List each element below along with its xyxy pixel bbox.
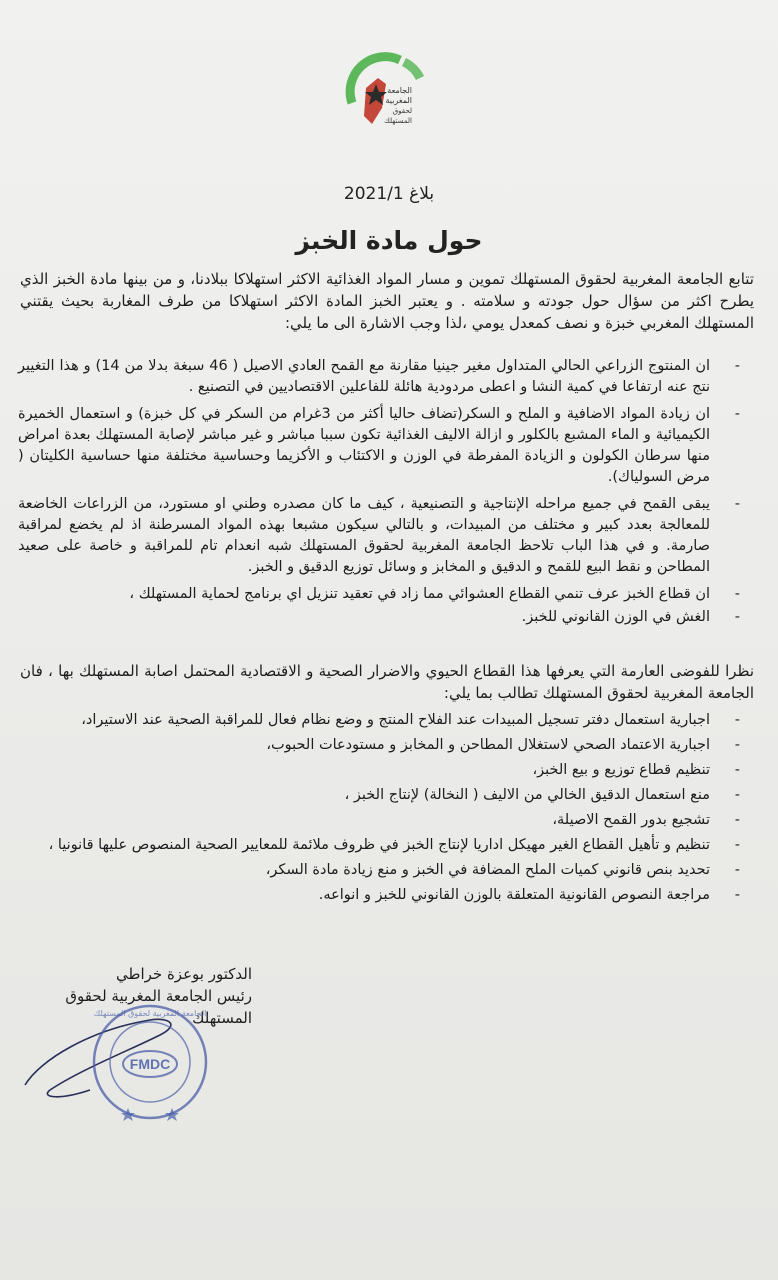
list-item: - تحديد بنص قانوني كميات الملح المضافة في الخبز و منع زيادة مادة السكر، <box>18 860 748 881</box>
demands-intro-paragraph: نظرا للفوضى العارمة التي يعرفها هذا القطاع الحيوي والاضرار الصحية و الاقتصادية المحتمل اصابة المستهلك بها ، فان الجامعة المغربية لحقوق المستهلك تطالب بما يلي: <box>20 662 754 702</box>
communique-reference: بلاغ 2021/1 <box>343 184 435 204</box>
intro-paragraph: تتابع الجامعة المغربية لحقوق المستهلك تموين و مسار المواد الغذائية الاكثر استهلاكا ببلادنا، و من بينها مادة الخبز الذي يطرح اكثر من سؤال حول جودته و سلامته . و يعتبر الخبز المادة الاكثر استهلاكا من طرف المغاربة بحيث يقتني المستهلك المغربي خبزة و نصف كمعدل يومي ،لذا وجب الاشارة الى ما يلي: <box>20 270 754 332</box>
svg-text:الجامعة المغربية لحقوق المستهل: الجامعة المغربية لحقوق المستهلك <box>93 1009 207 1018</box>
list-item: - ان زيادة المواد الاضافية و الملح و السكر(تضاف حاليا أكثر من 3غرام من السكر في كل خبزة) و استعمال الخميرة الكيميائية و الماء المشبع بالكلور و ازالة الاليف الغذائية تكون سببا مباشر و غير مباشر لإصابة المستهلك بعدة امراض منها سرطان الكولون و الزيادة المفرطة في الوزن و الاكتئاب و الأكزيما وحساسية مختلفة منها حساسية الكليتان ( مرض السولياك). <box>18 404 748 488</box>
list-item: - منع استعمال الدقيق الخالي من الاليف ( النخالة) لإنتاج الخبز ، <box>18 785 748 806</box>
signatory-name: الدكتور بوعزة خراطي <box>116 965 252 983</box>
list-item: - مراجعة النصوص القانونية المتعلقة بالوزن القانوني للخبز و انواعه. <box>18 885 748 906</box>
list-item: - تنظيم قطاع توزيع و بيع الخبز، <box>18 760 748 781</box>
svg-text:FMDC: FMDC <box>129 1056 171 1072</box>
list-item: - يبقى القمح في جميع مراحله الإنتاجية و التصنيعية ، كيف ما كان مصدره وطني او مستورد، من الزراعات الخاضعة للمعالجة بعدد كبير و مختلف من المبيدات، و بالتالي سيكون مشبعا بهذه المواد المسرطنة اذ لم يخضع لمراقبة صارمة. و في هذا الباب تلاحظ الجامعة المغربية لحقوق المستهلك شبه انعدام تام للمراقبة و خاصة على صعيد المطاحن و نقط البيع للقمح و الدقيق و المخابز و وسائل توزيع الدقيق و الخبز. <box>18 494 748 578</box>
list-item: - تنظيم و تأهيل القطاع الغير مهيكل اداريا لإنتاج الخبز في ظروف ملائمة للمعايير الصحية المنصوص عليها قانونيا ، <box>18 835 748 856</box>
demands-list <box>18 710 748 912</box>
list-item: - اجبارية استعمال دفتر تسجيل المبيدات عند الفلاح المنتج و وضع نظام فعال للمراقبة الصحية عند الاستيراد، <box>18 710 748 731</box>
document-title: حول مادة الخبز <box>295 226 483 255</box>
list-item: - تشجيع بدور القمح الاصيلة، <box>18 810 748 831</box>
logo-text: الجامعة المغربية لحقوق المستهلك <box>384 86 412 125</box>
list-item: - ان المنتوج الزراعي الحالي المتداول مغير جينيا مقارنة مع القمح العادي الاصيل ( 46 سبغة بدلا من 14) و هذا التغيير نتج عنه ارتفاعا في كمية النشا و اعطى مردودية هائلة للفاعلين الاقتصاديين في التصنيع . <box>18 356 748 398</box>
list-item: - ان قطاع الخبز عرف تنمي القطاع العشوائي مما زاد في تعقيد تنزيل اي برنامج لحماية المستهلك ، <box>18 584 748 605</box>
observations-list <box>18 356 748 634</box>
official-stamp <box>20 990 220 1130</box>
list-item: - اجبارية الاعتماد الصحي لاستغلال المطاحن و المخابز و مستودعات الحبوب، <box>18 735 748 756</box>
signatory-role: رئيس الجامعة المغربية لحقوق المستهلك <box>65 987 252 1027</box>
list-item: - الغش في الوزن القانوني للخبز. <box>18 607 748 628</box>
